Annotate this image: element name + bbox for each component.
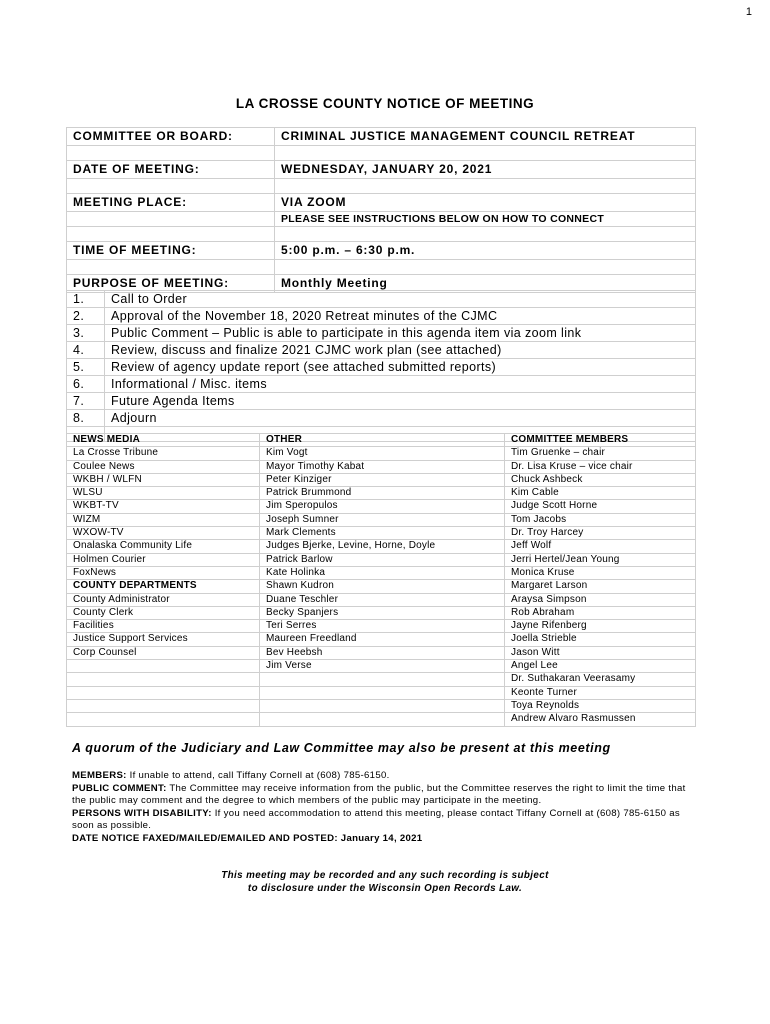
- other-entry: Shawn Kudron: [260, 580, 505, 593]
- records-law-footer: This meeting may be recorded and any such recording is subject to disclosure under the Wisconsin Open Records Law.: [221, 870, 549, 894]
- news-media-entry: [67, 660, 260, 673]
- news-media-entry: WIZM: [67, 513, 260, 526]
- committee-member-entry: Margaret Larson: [505, 580, 696, 593]
- committee-member-entry: Dr. Troy Harcey: [505, 527, 696, 540]
- other-entry: Joseph Sumner: [260, 513, 505, 526]
- agenda-item: 8. Adjourn: [67, 410, 696, 427]
- committee-member-entry: Joella Strieble: [505, 633, 696, 646]
- other-entry: Jim Verse: [260, 660, 505, 673]
- committee-label: COMMITTEE OR BOARD:: [67, 128, 275, 146]
- other-entry: Duane Teschler: [260, 593, 505, 606]
- other-entry: Mark Clements: [260, 527, 505, 540]
- date-value: WEDNESDAY, JANUARY 20, 2021: [275, 161, 696, 179]
- committee-member-entry: Jerri Hertel/Jean Young: [505, 553, 696, 566]
- news-media-entry: WKBH / WLFN: [67, 473, 260, 486]
- agenda-item: 1. Call to Order: [67, 291, 696, 308]
- news-media-entry: FoxNews: [67, 566, 260, 579]
- committee-members-header: COMMITTEE MEMBERS: [505, 434, 696, 447]
- news-media-entry: Justice Support Services: [67, 633, 260, 646]
- news-media-entry: Coulee News: [67, 460, 260, 473]
- distribution-row: [67, 540, 696, 553]
- other-entry: Patrick Brummond: [260, 487, 505, 500]
- news-media-entry: WKBT-TV: [67, 500, 260, 513]
- other-entry: Kim Vogt: [260, 447, 505, 460]
- distribution-row: [67, 500, 696, 513]
- news-media-entry: La Crosse Tribune: [67, 447, 260, 460]
- committee-member-entry: Jeff Wolf: [505, 540, 696, 553]
- quorum-notice: A quorum of the Judiciary and Law Committee may also be present at this meeting: [72, 741, 611, 755]
- agenda-item: 5. Review of agency update report (see attached submitted reports): [67, 359, 696, 376]
- other-entry: [260, 699, 505, 712]
- page-title: LA CROSSE COUNTY NOTICE OF MEETING: [235, 96, 535, 111]
- other-entry: Mayor Timothy Kabat: [260, 460, 505, 473]
- news-media-entry: [67, 673, 260, 686]
- other-entry: Teri Serres: [260, 620, 505, 633]
- distribution-row: [67, 527, 696, 540]
- place-instructions: PLEASE SEE INSTRUCTIONS BELOW ON HOW TO CONNECT: [275, 212, 696, 227]
- meeting-info-table: [66, 127, 696, 293]
- agenda-item: 6. Informational / Misc. items: [67, 376, 696, 393]
- news-media-entry: County Clerk: [67, 606, 260, 619]
- other-entry: [260, 686, 505, 699]
- committee-member-entry: Tim Gruenke – chair: [505, 447, 696, 460]
- committee-member-entry: Araysa Simpson: [505, 593, 696, 606]
- news-media-entry: COUNTY DEPARTMENTS: [67, 580, 260, 593]
- news-media-entry: Onalaska Community Life: [67, 540, 260, 553]
- place-value: VIA ZOOM: [275, 194, 696, 212]
- other-header: OTHER: [260, 434, 505, 447]
- committee-member-entry: Tom Jacobs: [505, 513, 696, 526]
- distribution-row: [67, 713, 696, 726]
- distribution-row: [67, 646, 696, 659]
- news-media-entry: [67, 713, 260, 726]
- news-media-entry: WXOW-TV: [67, 527, 260, 540]
- distribution-row: [67, 633, 696, 646]
- public-comment-note: PUBLIC COMMENT: The Committee may receive information from the public, but the Committee reserves the right to limit the time that the public may comment and the degree to which members of the public may participate in the meeting.: [72, 782, 686, 806]
- committee-member-entry: Chuck Ashbeck: [505, 473, 696, 486]
- committee-member-entry: Andrew Alvaro Rasmussen: [505, 713, 696, 726]
- distribution-row: [67, 593, 696, 606]
- purpose-label: PURPOSE OF MEETING:: [67, 275, 275, 293]
- other-entry: Maureen Freedland: [260, 633, 505, 646]
- distribution-row: [67, 460, 696, 473]
- distribution-row: [67, 580, 696, 593]
- disability-note: PERSONS WITH DISABILITY: If you need accommodation to attend this meeting, please contact Tiffany Cornell at (608) 785-6150 as soon as possible.: [72, 807, 681, 831]
- committee-member-entry: Rob Abraham: [505, 606, 696, 619]
- posted-date-note: DATE NOTICE FAXED/MAILED/EMAILED AND POSTED: January 14, 2021: [72, 832, 423, 844]
- other-entry: [260, 673, 505, 686]
- other-entry: Judges Bjerke, Levine, Horne, Doyle: [260, 540, 505, 553]
- date-label: DATE OF MEETING:: [67, 161, 275, 179]
- distribution-row: [67, 660, 696, 673]
- agenda-item: 3. Public Comment – Public is able to participate in this agenda item via zoom link: [67, 325, 696, 342]
- committee-member-entry: Keonte Turner: [505, 686, 696, 699]
- committee-member-entry: Toya Reynolds: [505, 699, 696, 712]
- committee-member-entry: Kim Cable: [505, 487, 696, 500]
- agenda-item: 7. Future Agenda Items: [67, 393, 696, 410]
- distribution-row: [67, 566, 696, 579]
- other-entry: Bev Heebsh: [260, 646, 505, 659]
- agenda-item: 2. Approval of the November 18, 2020 Retreat minutes of the CJMC: [67, 308, 696, 325]
- other-entry: Peter Kinziger: [260, 473, 505, 486]
- distribution-row: [67, 620, 696, 633]
- distribution-table: [66, 433, 696, 727]
- distribution-row: [67, 487, 696, 500]
- other-entry: Kate Holinka: [260, 566, 505, 579]
- distribution-row: [67, 473, 696, 486]
- page-number: 1: [745, 6, 752, 18]
- news-media-entry: Facilities: [67, 620, 260, 633]
- news-media-entry: County Administrator: [67, 593, 260, 606]
- other-entry: Jim Speropulos: [260, 500, 505, 513]
- committee-member-entry: Judge Scott Horne: [505, 500, 696, 513]
- members-note: MEMBERS: If unable to attend, call Tiffany Cornell at (608) 785-6150.: [72, 770, 390, 781]
- committee-member-entry: Dr. Suthakaran Veerasamy: [505, 673, 696, 686]
- news-media-entry: Corp Counsel: [67, 646, 260, 659]
- place-label: MEETING PLACE:: [67, 194, 275, 212]
- time-label: TIME OF MEETING:: [67, 242, 275, 260]
- purpose-value: Monthly Meeting: [275, 275, 696, 293]
- distribution-row: [67, 699, 696, 712]
- time-value: 5:00 p.m. – 6:30 p.m.: [275, 242, 696, 260]
- news-media-entry: [67, 686, 260, 699]
- distribution-row: [67, 553, 696, 566]
- distribution-row: [67, 447, 696, 460]
- agenda-table: [66, 290, 696, 442]
- distribution-row: [67, 686, 696, 699]
- news-media-entry: Holmen Courier: [67, 553, 260, 566]
- committee-value: CRIMINAL JUSTICE MANAGEMENT COUNCIL RETREAT: [275, 128, 696, 146]
- news-media-entry: [67, 699, 260, 712]
- other-entry: Becky Spanjers: [260, 606, 505, 619]
- other-entry: Patrick Barlow: [260, 553, 505, 566]
- news-media-entry: WLSU: [67, 487, 260, 500]
- distribution-row: [67, 513, 696, 526]
- agenda-item: 4. Review, discuss and finalize 2021 CJMC work plan (see attached): [67, 342, 696, 359]
- distribution-row: [67, 606, 696, 619]
- committee-member-entry: Jason Witt: [505, 646, 696, 659]
- committee-member-entry: Jayne Rifenberg: [505, 620, 696, 633]
- committee-member-entry: Monica Kruse: [505, 566, 696, 579]
- committee-member-entry: Angel Lee: [505, 660, 696, 673]
- meeting-notes: [72, 770, 697, 845]
- news-media-header: NEWS MEDIA: [67, 434, 260, 447]
- committee-member-entry: Dr. Lisa Kruse – vice chair: [505, 460, 696, 473]
- distribution-row: [67, 673, 696, 686]
- other-entry: [260, 713, 505, 726]
